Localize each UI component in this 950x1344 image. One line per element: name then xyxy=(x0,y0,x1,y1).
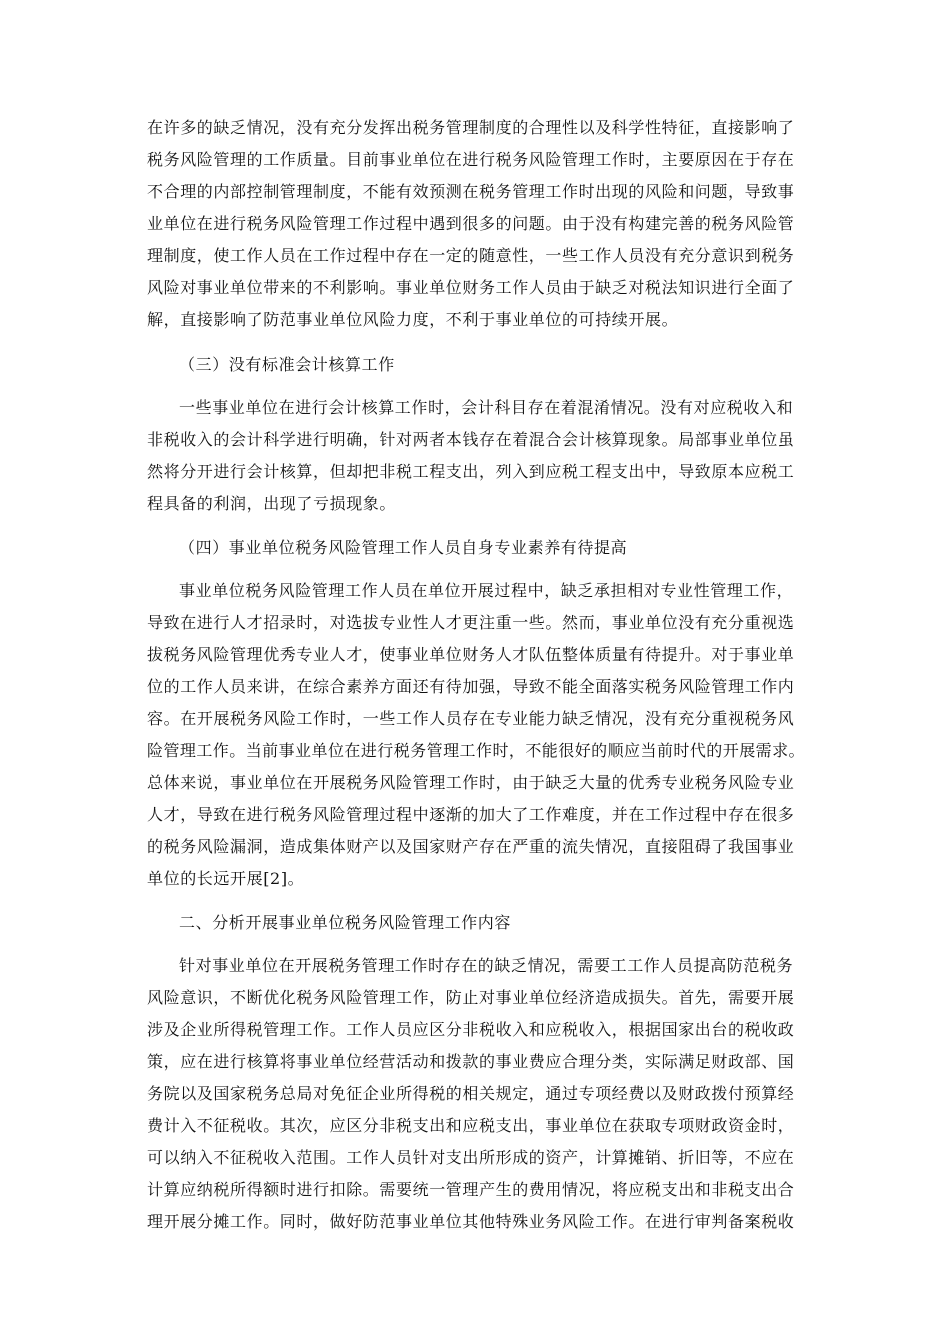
text-line: 策，应在进行核算将事业单位经营活动和拨款的事业费应合理分类，实际满足财政部、国 xyxy=(147,1052,795,1071)
text-line: 总体来说，事业单位在开展税务风险管理工作时，由于缺乏大量的优秀专业税务风险专业 xyxy=(147,773,795,792)
text-line: 务院以及国家税务总局对免征企业所得税的相关规定，通过专项经费以及财政拨付预算经 xyxy=(147,1084,795,1103)
text-line: 不合理的内部控制管理制度，不能有效预测在税务管理工作时出现的风险和问题，导致事 xyxy=(147,182,795,201)
text-line: 可以纳入不征税收入范围。工作人员针对支出所形成的资产，计算摊销、折旧等，不应在 xyxy=(147,1148,795,1167)
text-line: 容。在开展税务风险工作时，一些工作人员存在专业能力缺乏情况，没有充分重视税务风 xyxy=(147,709,795,728)
text-line: 人才，导致在进行税务风险管理过程中逐渐的加大了工作难度，并在工作过程中存在很多 xyxy=(147,805,795,824)
text-line: 导致在进行人才招录时，对选拔专业性人才更注重一些。然而，事业单位没有充分重视选 xyxy=(147,613,795,632)
text-line: 事业单位税务风险管理工作人员在单位开展过程中，缺乏承担相对专业性管理工作， xyxy=(179,581,794,600)
text-line: 解，直接影响了防范事业单位风险力度，不利于事业单位的可持续开展。 xyxy=(147,310,679,329)
text-line: 理开展分摊工作。同时，做好防范事业单位其他特殊业务风险工作。在进行审判备案税收 xyxy=(147,1212,795,1231)
text-line: 然将分开进行会计核算，但却把非税工程支出，列入到应税工程支出中，导致原本应税工 xyxy=(147,462,795,481)
text-line: 涉及企业所得税管理工作。工作人员应区分非税收入和应税收入，根据国家出台的税收政 xyxy=(147,1020,795,1039)
section-heading-4: （四）事业单位税务风险管理工作人员自身专业素养有待提高 xyxy=(179,538,628,557)
text-line: 拔税务风险管理优秀专业人才，使事业单位财务人才队伍整体质量有待提升。对于事业单 xyxy=(147,645,795,664)
text-line: 风险对事业单位带来的不利影响。事业单位财务工作人员由于缺乏对税法知识进行全面了 xyxy=(147,278,795,297)
text-line: 业单位在进行税务风险管理工作过程中遇到很多的问题。由于没有构建完善的税务风险管 xyxy=(147,214,795,233)
text-line: 险管理工作。当前事业单位在进行税务管理工作时，不能很好的顺应当前时代的开展需求。 xyxy=(147,741,806,760)
text-line: 程具备的利润，出现了亏损现象。 xyxy=(147,494,397,513)
text-line: 的税务风险漏洞，造成集体财产以及国家财产存在严重的流失情况，直接阻碍了我国事业 xyxy=(147,837,795,856)
text-line: 理制度，使工作人员在工作过程中存在一定的随意性，一些工作人员没有充分意识到税务 xyxy=(147,246,795,265)
section-heading-2: 二、分析开展事业单位税务风险管理工作内容 xyxy=(179,913,512,932)
text-line: 单位的长远开展[2]。 xyxy=(147,869,305,888)
text-line: 费计入不征税收。其次，应区分非税支出和应税支出，事业单位在获取专项财政资金时， xyxy=(147,1116,795,1135)
text-line: 一些事业单位在进行会计核算工作时，会计科目存在着混淆情况。没有对应税收入和 xyxy=(179,398,794,417)
text-line: 位的工作人员来讲，在综合素养方面还有待加强，导致不能全面落实税务风险管理工作内 xyxy=(147,677,795,696)
text-line: 风险意识，不断优化税务风险管理工作，防止对事业单位经济造成损失。首先，需要开展 xyxy=(147,988,795,1007)
text-line: 在许多的缺乏情况，没有充分发挥出税务管理制度的合理性以及科学性特征，直接影响了 xyxy=(147,118,795,137)
text-line: 非税收入的会计科学进行明确，针对两者本钱存在着混合会计核算现象。局部事业单位虽 xyxy=(147,430,795,449)
section-heading-3: （三）没有标准会计核算工作 xyxy=(179,355,395,374)
text-line: 针对事业单位在开展税务管理工作时存在的缺乏情况，需要工工作人员提高防范税务 xyxy=(179,956,794,975)
text-line: 计算应纳税所得额时进行扣除。需要统一管理产生的费用情况，将应税支出和非税支出合 xyxy=(147,1180,795,1199)
text-line: 税务风险管理的工作质量。目前事业单位在进行税务风险管理工作时，主要原因在于存在 xyxy=(147,150,795,169)
